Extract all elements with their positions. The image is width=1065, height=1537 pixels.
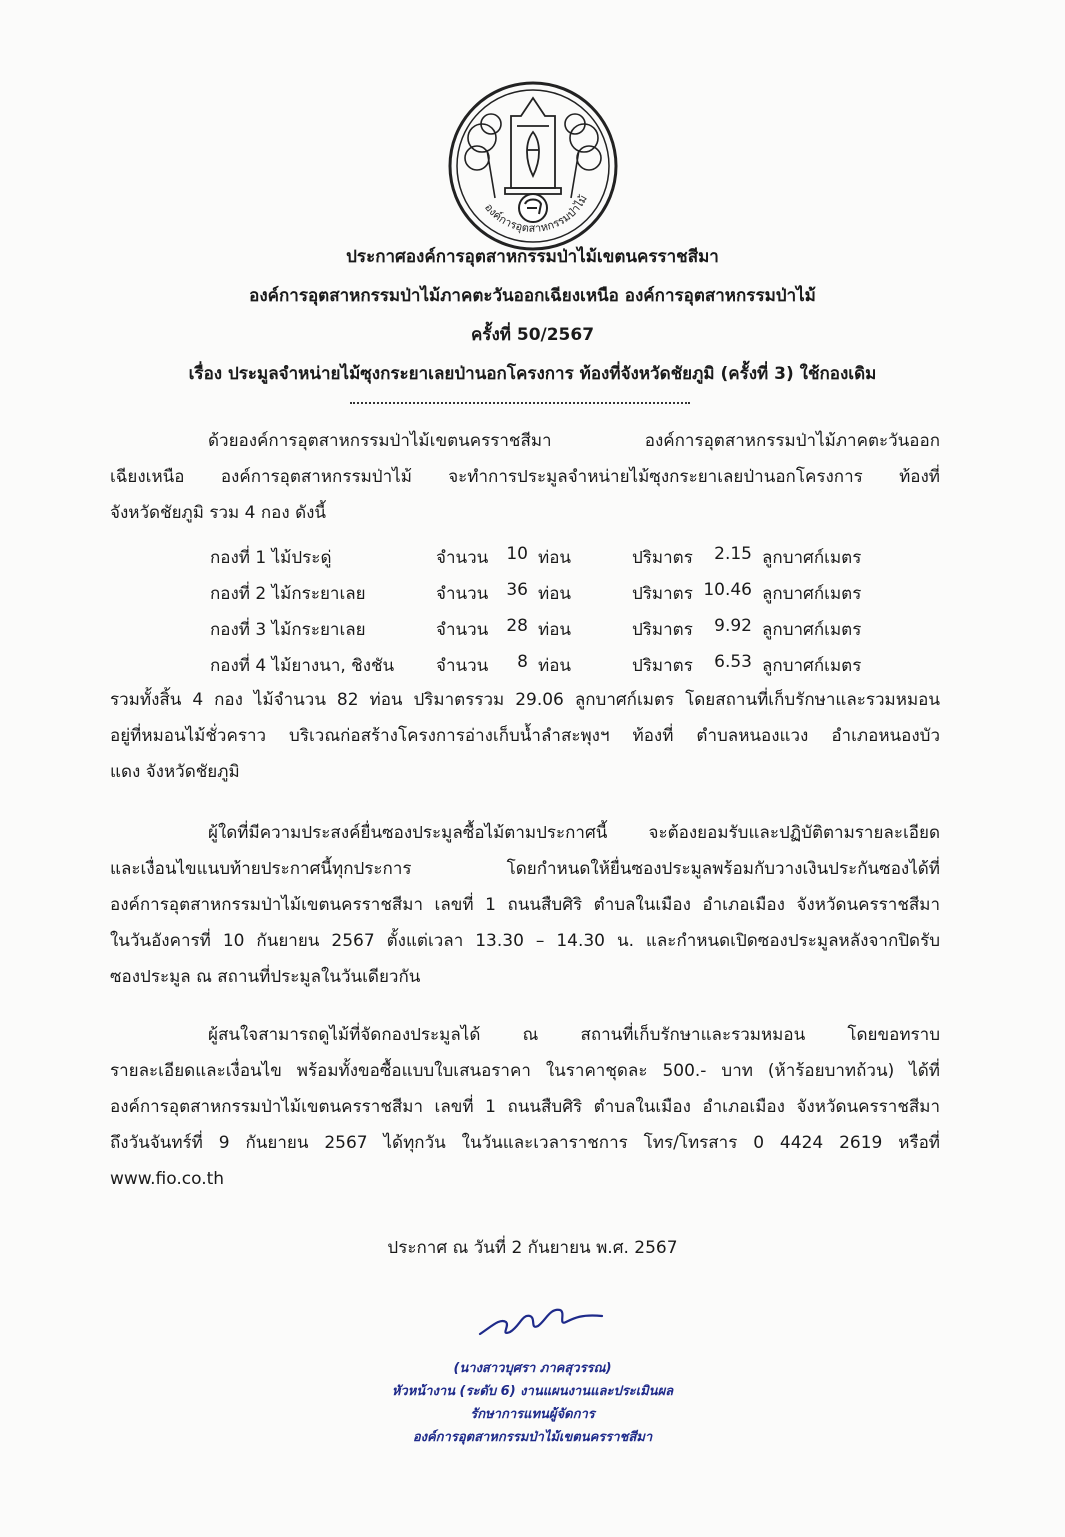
signer-acting-role: รักษาการแทนผู้จัดการ — [470, 1407, 595, 1422]
lot-vol-unit: ลูกบาศก์เมตร — [762, 656, 862, 676]
summary-line: อยู่ที่หมอนไม้ชั่วคราว บริเวณก่อสร้างโครงการอ่างเก็บน้ำลำสะพุงฯ ท้องที่ ตำบลหนองแวง อำเภอหนองบัว — [110, 726, 940, 746]
intro-line: เฉียงเหนือ องค์การอุตสาหกรรมป่าไม้ จะทำการประมูลจำหน่ายไม้ซุงกระยาเลยป่านอกโครงการ ท้องที่ — [110, 467, 940, 487]
signer-name: (นางสาวบุศรา ภาคสุวรรณ) — [453, 1361, 612, 1376]
inspect-line: ผู้สนใจสามารถดูไม้ที่จัดกองประมูลได้ ณ สถานที่เก็บรักษาและรวมหมอน โดยขอทราบ — [208, 1025, 940, 1045]
lot-vol-unit: ลูกบาศก์เมตร — [762, 548, 862, 568]
bid-line: ในวันอังคารที่ 10 กันยายน 2567 ตั้งแต่เวลา 13.30 – 14.30 น. และกำหนดเปิดซองประมูลหลังจากปิดรับ — [110, 931, 940, 951]
lot-vol-label: ปริมาตร — [632, 548, 693, 568]
intro-paragraph — [110, 423, 940, 531]
summary-line: รวมทั้งสิ้น 4 กอง ไม้จำนวน 82 ท่อน ปริมาตรรวม 29.06 ลูกบาศก์เมตร โดยสถานที่เก็บรักษาและรวมหมอน — [110, 690, 940, 710]
signer-organization: องค์การอุตสาหกรรมป่าไม้เขตนครราชสีมา — [412, 1430, 653, 1445]
lot-qty-label: จำนวน — [436, 620, 489, 640]
lot-row — [0, 580, 1065, 610]
intro-line: จังหวัดชัยภูมิ รวม 4 กอง ดังนี้ — [110, 503, 327, 523]
inspect-line: ถึงวันจันทร์ที่ 9 กันยายน 2567 ได้ทุกวัน ในวันและเวลาราชการ โทร/โทรสาร 0 4424 2619 หรือที่ — [110, 1133, 940, 1153]
bid-line: องค์การอุตสาหกรรมป่าไม้เขตนครราชสีมา เลขที่ 1 ถนนสืบศิริ ตำบลในเมือง อำเภอเมือง จังหวัดนครราชสีมา — [110, 895, 940, 915]
lot-name: กองที่ 1 ไม้ประดู่ — [210, 548, 332, 568]
signer-title: หัวหน้างาน (ระดับ 6) งานแผนงานและประเมินผล — [391, 1384, 674, 1399]
inspect-line: รายละเอียดและเงื่อนไข พร้อมทั้งขอซื้อแบบใบเสนอราคา ในราคาชุดละ 500.- บาท (ห้าร้อยบาทถ้วน) ได้ที่ — [110, 1061, 940, 1081]
website-link[interactable]: www.fio.co.th — [110, 1169, 225, 1189]
summary-paragraph — [110, 682, 940, 790]
lot-volume: 9.92 — [714, 616, 752, 636]
lot-row — [0, 616, 1065, 646]
lot-unit: ท่อน — [538, 656, 572, 676]
header-subject: เรื่อง ประมูลจำหน่ายไม้ซุงกระยาเลยป่านอกโครงการ ท้องที่จังหวัดชัยภูมิ (ครั้งที่ 3) ใช้กองเดิม — [188, 364, 877, 384]
lot-unit: ท่อน — [538, 584, 572, 604]
handwritten-signature — [470, 1296, 610, 1346]
header-line-1: ประกาศองค์การอุตสาหกรรมป่าไม้เขตนครราชสีมา — [346, 247, 719, 267]
dotted-divider — [350, 402, 690, 404]
declaration-date: ประกาศ ณ วันที่ 2 กันยายน พ.ศ. 2567 — [387, 1238, 678, 1258]
bid-line: ซองประมูล ณ สถานที่ประมูลในวันเดียวกัน — [110, 967, 421, 987]
lot-qty: 10 — [506, 544, 528, 564]
lot-qty: 28 — [506, 616, 528, 636]
inspect-paragraph — [110, 1017, 940, 1197]
lot-unit: ท่อน — [538, 620, 572, 640]
inspect-line: องค์การอุตสาหกรรมป่าไม้เขตนครราชสีมา เลขที่ 1 ถนนสืบศิริ ตำบลในเมือง อำเภอเมือง จังหวัดนครราชสีมา — [110, 1097, 940, 1117]
lot-volume: 2.15 — [714, 544, 752, 564]
lot-unit: ท่อน — [538, 548, 572, 568]
bid-paragraph — [110, 815, 940, 995]
lot-volume: 6.53 — [714, 652, 752, 672]
lot-row — [0, 652, 1065, 682]
fio-seal-logo — [447, 80, 619, 252]
lot-qty-label: จำนวน — [436, 548, 489, 568]
intro-line: ด้วยองค์การอุตสาหกรรมป่าไม้เขตนครราชสีมา องค์การอุตสาหกรรมป่าไม้ภาคตะวันออก — [208, 431, 940, 451]
header-line-2: องค์การอุตสาหกรรมป่าไม้ภาคตะวันออกเฉียงเหนือ องค์การอุตสาหกรรมป่าไม้ — [249, 286, 816, 306]
lot-qty: 36 — [506, 580, 528, 600]
lot-vol-label: ปริมาตร — [632, 620, 693, 640]
lot-name: กองที่ 4 ไม้ยางนา, ชิงชัน — [210, 656, 395, 676]
seal-text: องค์การอุตสาหกรรมป่าไม้ — [482, 192, 590, 235]
lot-vol-label: ปริมาตร — [632, 656, 693, 676]
bid-line: และเงื่อนไขแนบท้ายประกาศนี้ทุกประการ โดยกำหนดให้ยื่นซองประมูลพร้อมกับวางเงินประกันซองได้ที่ — [110, 859, 940, 879]
lot-vol-unit: ลูกบาศก์เมตร — [762, 620, 862, 640]
summary-line: แดง จังหวัดชัยภูมิ — [110, 762, 240, 782]
lot-qty: 8 — [517, 652, 528, 672]
bid-line: ผู้ใดที่มีความประสงค์ยื่นซองประมูลซื้อไม้ตามประกาศนี้ จะต้องยอมรับและปฏิบัติตามรายละเอียด — [208, 823, 940, 843]
lot-name: กองที่ 2 ไม้กระยาเลย — [210, 584, 366, 604]
lot-qty-label: จำนวน — [436, 656, 489, 676]
lot-row — [0, 544, 1065, 574]
lot-vol-label: ปริมาตร — [632, 584, 693, 604]
lot-vol-unit: ลูกบาศก์เมตร — [762, 584, 862, 604]
header-announcement-number: ครั้งที่ 50/2567 — [470, 325, 595, 345]
lot-qty-label: จำนวน — [436, 584, 489, 604]
lot-volume: 10.46 — [703, 580, 752, 600]
lot-name: กองที่ 3 ไม้กระยาเลย — [210, 620, 366, 640]
